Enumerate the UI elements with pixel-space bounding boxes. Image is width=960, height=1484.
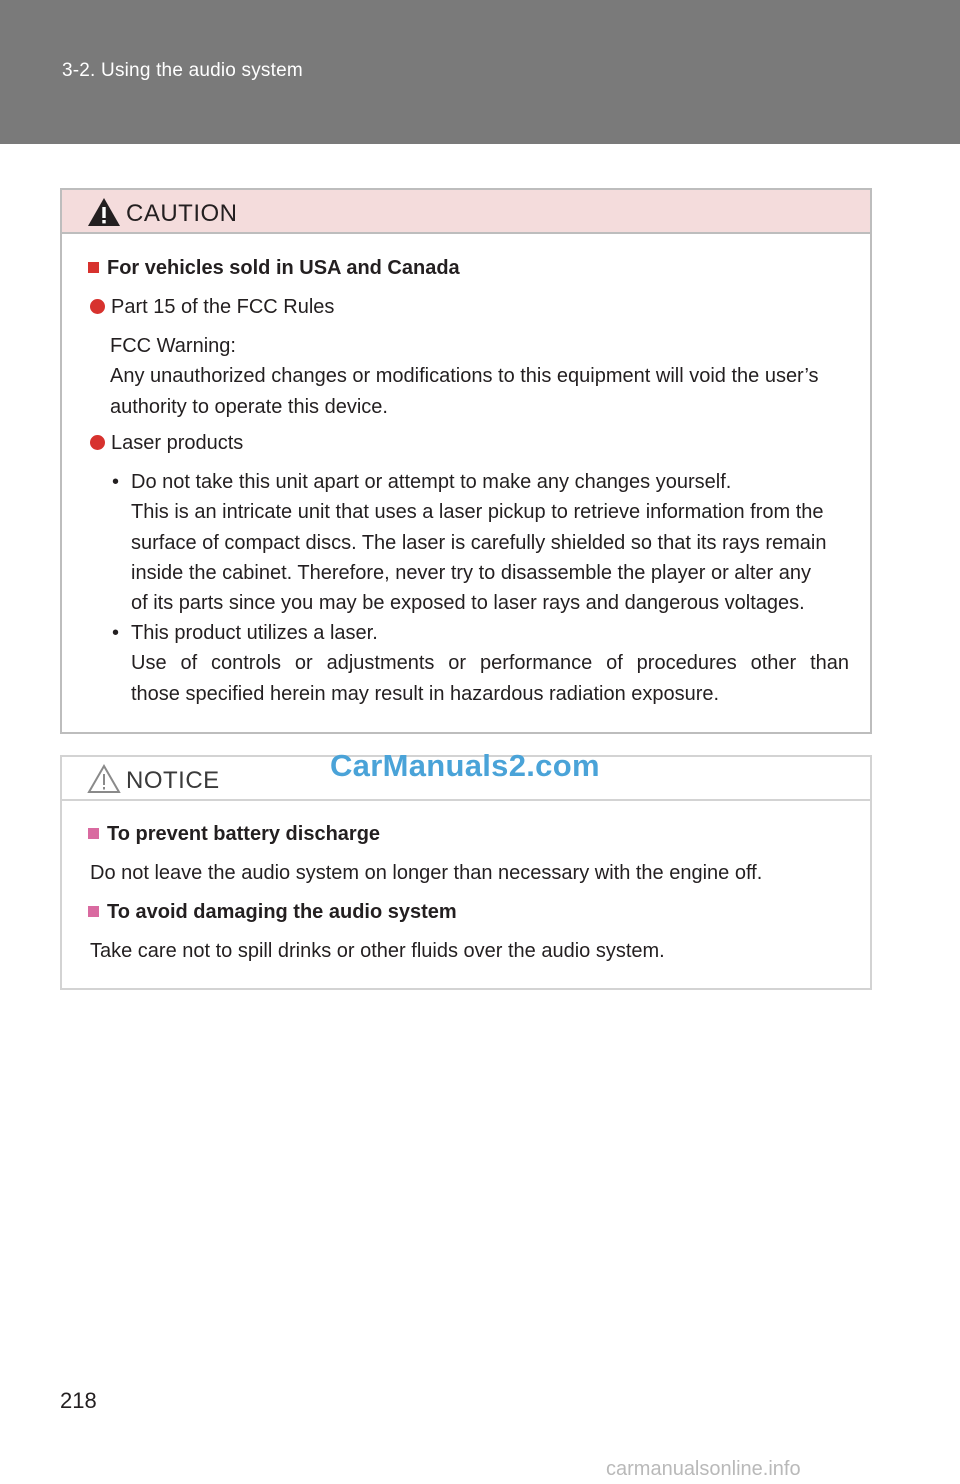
circle-bullet-icon [90,299,105,314]
notice-text-damage: Take care not to spill drinks or other fluids over the audio system. [90,940,665,962]
page-header [0,0,960,144]
caution-item-fcc: Part 15 of the FCC Rules [90,292,334,322]
square-bullet-icon [88,262,99,273]
watermark-logo: CarManuals2.com [330,748,600,783]
caution-header [62,190,870,234]
page-number: 218 [60,1388,97,1413]
notice-label: NOTICE [126,767,220,794]
notice-text-battery: Do not leave the audio system on longer than necessary with the engine off. [90,862,763,884]
warning-triangle-icon [86,196,122,228]
notice-heading-battery: To prevent battery discharge [88,819,380,849]
caution-label: CAUTION [126,200,238,227]
square-bullet-icon [88,828,99,839]
laser-bullet-2: This product utilizes a laser. Use of controls or adjustments or performance of procedures other than those specified herein may result in hazardous radiation exposure. [131,622,849,705]
bullet-mark: • [112,622,120,644]
warning-triangle-outline-icon [86,763,122,795]
bullet-mark: • [112,471,120,493]
notice-heading-damage: To avoid damaging the audio system [88,897,457,927]
fcc-warning-text: FCC Warning: Any unauthorized changes or modifications to this equipment will void the user’s authority to operate this device. [110,335,819,418]
caution-heading: For vehicles sold in USA and Canada [88,253,460,283]
caution-box [60,188,872,734]
notice-box [60,755,872,990]
square-bullet-icon [88,906,99,917]
footer-watermark: carmanualsonline.info [606,1458,801,1480]
section-title: 3-2. Using the audio system [62,60,303,81]
caution-item-laser: Laser products [90,428,243,458]
laser-bullet-1: Do not take this unit apart or attempt to make any changes yourself. This is an intricate unit that uses a laser pickup to retrieve information from the surface of compact discs. The laser is carefully shielded so that its rays remain inside the cabinet. Therefore, never try to disassemble the player or alter any of its parts since you may be exposed to laser rays and dangerous voltages. [131,471,827,615]
circle-bullet-icon [90,435,105,450]
